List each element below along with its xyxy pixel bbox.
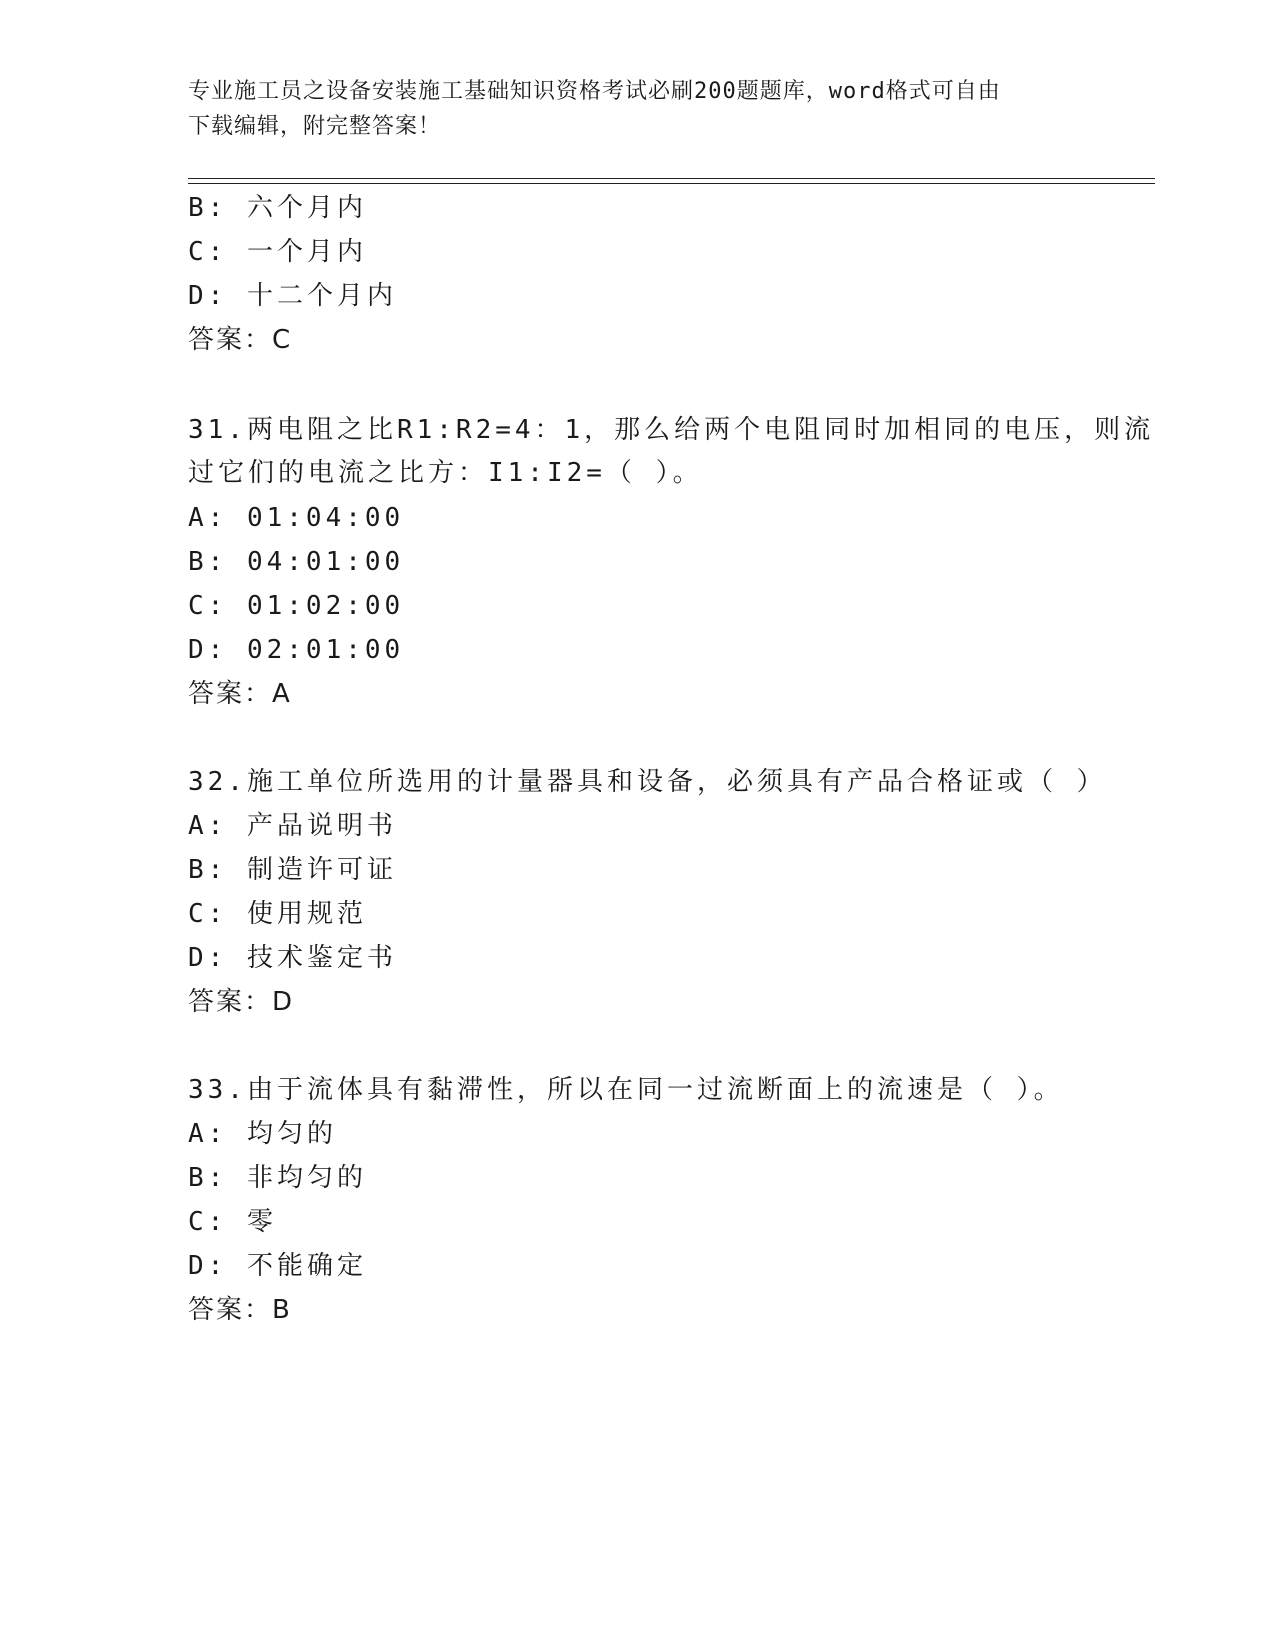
- question-stem-line-2: 过它们的电流之比方：I1:I2=（ ）。: [188, 458, 703, 488]
- option-d: D: 技术鉴定书: [188, 943, 397, 973]
- option-c: C: 零: [188, 1207, 277, 1237]
- header-line-1: 专业施工员之设备安装施工基础知识资格考试必刷200题题库，word格式可自由: [188, 79, 1001, 104]
- option-b: B: 制造许可证: [188, 855, 397, 885]
- document-header: [188, 74, 1068, 144]
- question-stem: 33.由于流体具有黏滞性，所以在同一过流断面上的流速是（ ）。: [188, 1075, 1064, 1105]
- option-c: C: 使用规范: [188, 899, 367, 929]
- question-stem-line-1: 31.两电阻之比R1:R2=4：1，那么给两个电阻同时加相同的电压，则流: [188, 415, 1155, 445]
- option-b: B: 六个月内: [188, 193, 367, 223]
- option-c: C: 01:02:00: [188, 591, 405, 621]
- option-a: A: 产品说明书: [188, 811, 397, 841]
- answer: 答案：D: [188, 987, 295, 1017]
- option-d: D: 02:01:00: [188, 635, 405, 665]
- option-d: D: 不能确定: [188, 1251, 367, 1281]
- header-line-2: 下载编辑，附完整答案！: [188, 114, 442, 139]
- option-b: B: 非均匀的: [188, 1163, 367, 1193]
- option-a: A: 均匀的: [188, 1119, 337, 1149]
- answer: 答案：B: [188, 1295, 292, 1325]
- header-divider-top: [188, 178, 1155, 179]
- header-divider-bottom: [188, 183, 1155, 184]
- question-stem: 32.施工单位所选用的计量器具和设备，必须具有产品合格证或（ ）: [188, 767, 1107, 797]
- option-a: A: 01:04:00: [188, 503, 405, 533]
- option-b: B: 04:01:00: [188, 547, 405, 577]
- answer: 答案：C: [188, 325, 293, 355]
- option-d: D: 十二个月内: [188, 281, 397, 311]
- option-c: C: 一个月内: [188, 237, 367, 267]
- answer: 答案：A: [188, 679, 292, 709]
